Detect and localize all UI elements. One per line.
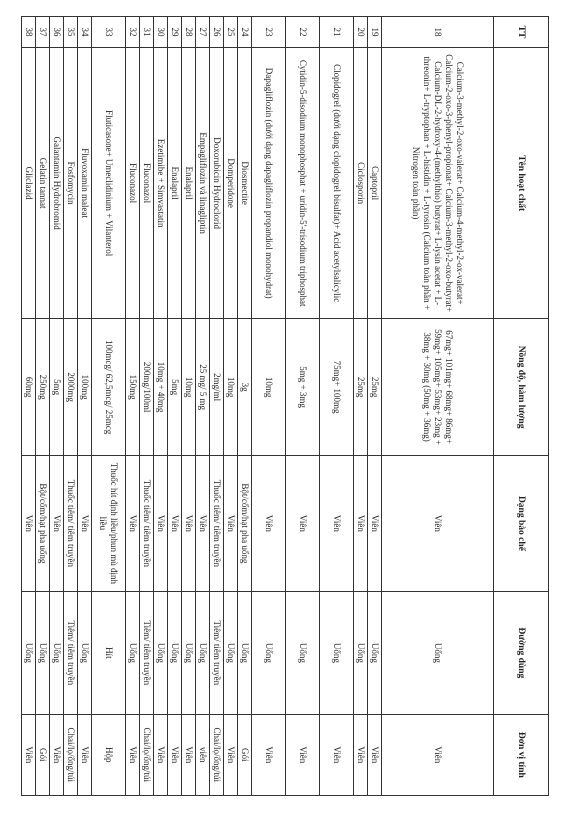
active-ingredient-cell: Ciclosporin [354, 47, 368, 319]
dosage-form-cell: Thuốc tiêm/ tiêm truyền [210, 455, 224, 591]
active-ingredient-cell: Cytidin-5-disodium monophosphat + uridin-5'-trisodium triphosphat [286, 47, 320, 319]
table-row [224, 17, 238, 796]
table-row [36, 17, 50, 796]
table-row [154, 17, 168, 796]
dosage-form-cell: Thuốc tiêm/ tiêm truyền [140, 455, 154, 591]
active-ingredient-cell: Empagliflozin và linagliptin [196, 47, 210, 319]
table-row [382, 17, 494, 796]
unit-cell: Viên [320, 714, 354, 795]
unit-cell: Chai/lọ/ống/túi [210, 714, 224, 795]
route-cell: Uống [368, 592, 382, 715]
route-cell: Uống [78, 592, 92, 715]
active-ingredient-cell: Diosmectite [238, 47, 252, 319]
table-row [140, 17, 154, 796]
row-number: 29 [168, 17, 182, 48]
table-row [50, 17, 64, 796]
route-cell: Uống [252, 592, 286, 715]
route-cell: Uống [168, 592, 182, 715]
table-row [182, 17, 196, 796]
header-active-ingredient: Tên hoạt chất [494, 47, 549, 319]
concentration-cell: 100mcg/ 62,5mcg/ 25mcg [92, 319, 126, 455]
dosage-form-cell: Viên [182, 455, 196, 591]
unit-cell: Gói [36, 714, 50, 795]
row-number: 23 [252, 17, 286, 48]
unit-cell: viên [196, 714, 210, 795]
table-row [168, 17, 182, 796]
route-cell: Uống [50, 592, 64, 715]
dosage-form-cell: Viên [368, 455, 382, 591]
table-row [252, 17, 286, 796]
active-ingredient-cell: Gliclazid [22, 47, 36, 319]
row-number: 34 [78, 17, 92, 48]
header-route: Đường dùng [494, 592, 549, 715]
active-ingredient-cell: Fluconazol [126, 47, 140, 319]
active-ingredient-cell: Ezetimibe + Simvastatin [154, 47, 168, 319]
row-number: 32 [126, 17, 140, 48]
unit-cell: Viên [252, 714, 286, 795]
concentration-cell: 2mg/ml [210, 319, 224, 455]
active-ingredient-cell: Clopidogrel (dưới dạng clopidogrel bisulfat)+ Acid acetylsalicylic [320, 47, 354, 319]
unit-cell: Viên [50, 714, 64, 795]
concentration-cell: 60mg [22, 319, 36, 455]
dosage-form-cell: Viên [224, 455, 238, 591]
row-number: 38 [22, 17, 36, 48]
active-ingredient-cell: Fosfomycin [64, 47, 78, 319]
dosage-form-cell: Viên [382, 455, 494, 591]
dosage-form-cell: Viên [252, 455, 286, 591]
active-ingredient-cell: Enalapril [182, 47, 196, 319]
concentration-cell: 10mg [224, 319, 238, 455]
route-cell: Tiêm/ tiêm truyền [210, 592, 224, 715]
row-number: 30 [154, 17, 168, 48]
row-number: 31 [140, 17, 154, 48]
dosage-form-cell: Viên [168, 455, 182, 591]
active-ingredient-cell: Domperidone [224, 47, 238, 319]
concentration-cell: 75mg+ 100mg [320, 319, 354, 455]
row-number: 18 [382, 17, 494, 48]
route-cell: Uống [286, 592, 320, 715]
concentration-cell: 10mg + 40mg [154, 319, 168, 455]
table-row [22, 17, 36, 796]
concentration-cell: 200mg/100ml [140, 319, 154, 455]
dosage-form-cell: Bột/cốm/hạt pha uống [238, 455, 252, 591]
dosage-form-cell: Thuốc tiêm/ tiêm truyền [64, 455, 78, 591]
route-cell: Uống [36, 592, 50, 715]
route-cell: Hít [92, 592, 126, 715]
unit-cell: Viên [224, 714, 238, 795]
header-dosage-form: Dạng bào chế [494, 455, 549, 591]
table-row [92, 17, 126, 796]
route-cell: Uống [22, 592, 36, 715]
dosage-form-cell: Viên [354, 455, 368, 591]
unit-cell: Viên [368, 714, 382, 795]
unit-cell: Viên [182, 714, 196, 795]
row-number: 33 [92, 17, 126, 48]
dosage-form-cell: Viên [22, 455, 36, 591]
dosage-form-cell: Viên [196, 455, 210, 591]
route-cell: Uống [126, 592, 140, 715]
unit-cell: Viên [286, 714, 320, 795]
drug-list-table [21, 16, 549, 796]
concentration-cell: 100mg [78, 319, 92, 455]
table-row [64, 17, 78, 796]
active-ingredient-cell: Enalapril [168, 47, 182, 319]
concentration-cell: 25mg [368, 319, 382, 455]
dosage-form-cell: Thuốc hít định liều/phun mù định liều [92, 455, 126, 591]
row-number: 37 [36, 17, 50, 48]
concentration-cell: 5mg [50, 319, 64, 455]
dosage-form-cell: Viên [50, 455, 64, 591]
route-cell: Uống [382, 592, 494, 715]
table-row [368, 17, 382, 796]
active-ingredient-cell: Gelatin tannat [36, 47, 50, 319]
dosage-form-cell: Viên [126, 455, 140, 591]
table-row [286, 17, 320, 796]
row-number: 35 [64, 17, 78, 48]
concentration-cell: 150mg [126, 319, 140, 455]
route-cell: Uống [182, 592, 196, 715]
active-ingredient-cell: Captopril [368, 47, 382, 319]
dosage-form-cell: Viên [320, 455, 354, 591]
row-number: 19 [368, 17, 382, 48]
table-row [320, 17, 354, 796]
unit-cell: Viên [354, 714, 368, 795]
unit-cell: Hộp [92, 714, 126, 795]
concentration-cell: 10mg [182, 319, 196, 455]
unit-cell: Viên [22, 714, 36, 795]
concentration-cell: 67mg+ 101mg+ 68mg+ 86mg+ 59mg+ 105mg+ 53mg+ 23mg + 38mg + 30mg (50mg + 36mg) [382, 319, 494, 455]
concentration-cell: 5mg [168, 319, 182, 455]
route-cell: Uống [320, 592, 354, 715]
header-unit: Đơn vị tính [494, 714, 549, 795]
unit-cell: Gói [238, 714, 252, 795]
table-row [126, 17, 140, 796]
unit-cell: Viên [168, 714, 182, 795]
unit-cell: Viên [154, 714, 168, 795]
concentration-cell: 2000mg [64, 319, 78, 455]
active-ingredient-cell: Galantamin Hydrobromid [50, 47, 64, 319]
row-number: 21 [320, 17, 354, 48]
route-cell: Uống [196, 592, 210, 715]
route-cell: Uống [354, 592, 368, 715]
table-row [196, 17, 210, 796]
route-cell: Tiêm/ tiêm truyền [140, 592, 154, 715]
row-number: 22 [286, 17, 320, 48]
concentration-cell: 5mg + 3mg [286, 319, 320, 455]
concentration-cell: 25 mg/ 5 mg [196, 319, 210, 455]
row-number: 25 [224, 17, 238, 48]
table-row [78, 17, 92, 796]
concentration-cell: 10mg [252, 319, 286, 455]
concentration-cell: 3g [238, 319, 252, 455]
row-number: 24 [238, 17, 252, 48]
header-concentration: Nồng độ, hàm lượng [494, 319, 549, 455]
active-ingredient-cell: Fluconazol [140, 47, 154, 319]
row-number: 26 [210, 17, 224, 48]
unit-cell: Viên [78, 714, 92, 795]
table-row [238, 17, 252, 796]
row-number: 20 [354, 17, 368, 48]
table-header-row [494, 17, 549, 796]
route-cell: Uống [238, 592, 252, 715]
unit-cell: Chai/lọ/ống/túi [64, 714, 78, 795]
table-row [210, 17, 224, 796]
dosage-form-cell: Viên [154, 455, 168, 591]
route-cell: Uống [224, 592, 238, 715]
active-ingredient-cell: Fluvoxamin maleat [78, 47, 92, 319]
dosage-form-cell: Viên [286, 455, 320, 591]
unit-cell: Chai/lọ/ống/túi [140, 714, 154, 795]
concentration-cell: 250mg [36, 319, 50, 455]
dosage-form-cell: Viên [78, 455, 92, 591]
active-ingredient-cell: Doxorubicin Hydroclorid [210, 47, 224, 319]
active-ingredient-cell: Fluticasone+ Umeclidinium + Vilanterol [92, 47, 126, 319]
route-cell: Tiêm/ tiêm truyền [64, 592, 78, 715]
unit-cell: Viên [382, 714, 494, 795]
row-number: 36 [50, 17, 64, 48]
concentration-cell: 25mg [354, 319, 368, 455]
unit-cell: Viên [126, 714, 140, 795]
active-ingredient-cell: Dapagliflozin (dưới dạng dapagliflozin propandiol monohydrat) [252, 47, 286, 319]
row-number: 28 [182, 17, 196, 48]
active-ingredient-cell: Calcium-3-methyl-2-oxo-valerat+ Calcium-4-methyl-2-ox-valerat+ Calcium-2-oxo-3-phenyl-propionat+ Calcium-3-methyl-2-oxo-butyrat+ Calcium-DL-2-hydroxy-4-(methylthio) butyrat+ L-lysin acetat + L-threonin+ L-tryptophan + L-histidin + L-tyrosin (Calcium toàn phần + Nitrogen toàn phần) [382, 47, 494, 319]
route-cell: Uống [154, 592, 168, 715]
dosage-form-cell: Bột/cốm/hạt pha uống [36, 455, 50, 591]
table-row [354, 17, 368, 796]
header-tt: TT [494, 17, 549, 48]
row-number: 27 [196, 17, 210, 48]
